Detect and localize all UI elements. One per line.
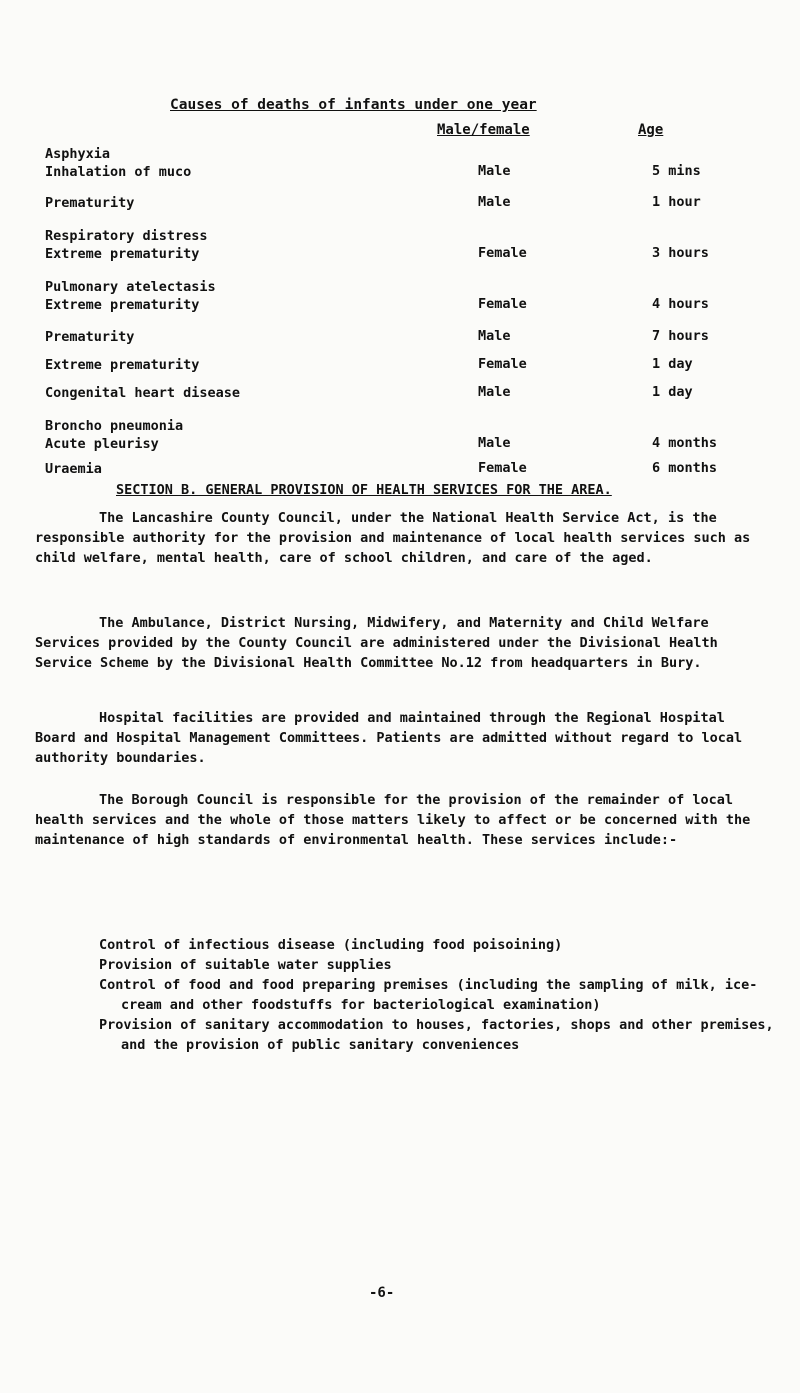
sex-cell: Male bbox=[478, 163, 511, 179]
age-cell: 3 hours bbox=[652, 245, 709, 261]
age-cell: 4 hours bbox=[652, 296, 709, 312]
list-item: Provision of sanitary accommodation to houses, factories, shops and other premises, and the provision of public sanitary conveniences bbox=[99, 1017, 774, 1053]
sex-cell: Male bbox=[478, 384, 511, 400]
cause-cell: Congenital heart disease bbox=[45, 385, 241, 401]
age-cell: 1 hour bbox=[652, 194, 701, 210]
table-title: Causes of deaths of infants under one year bbox=[170, 97, 537, 113]
column-header-age: Age bbox=[638, 122, 664, 138]
section-heading: SECTION B. GENERAL PROVISION OF HEALTH SERVICES FOR THE AREA. bbox=[116, 482, 612, 498]
age-cell: 6 months bbox=[652, 460, 718, 476]
paragraph-county-council: The Lancashire County Council, under the National Health Service Act, is the responsible authority for the provision and maintenance of local health services such as child welfare, mental health, care of school children, and care of the aged. bbox=[35, 510, 751, 566]
sex-cell: Female bbox=[478, 460, 527, 476]
sex-cell: Male bbox=[478, 194, 511, 210]
paragraph-divisional-services: The Ambulance, District Nursing, Midwifery, and Maternity and Child Welfare Services provided by the County Council are administered under the Divisional Health Service Scheme by the Divisional Health Committee No.12 from headquarters in Bury. bbox=[35, 615, 718, 671]
age-cell: 1 day bbox=[652, 356, 693, 372]
cause-cell: Pulmonary atelectasis Extreme prematurity bbox=[45, 279, 216, 313]
paragraph-borough-council: The Borough Council is responsible for the provision of the remainder of local health services and the whole of those matters likely to affect or be concerned with the maintenance of high standards of environmental health. These services include:- bbox=[35, 792, 751, 848]
sex-cell: Male bbox=[478, 328, 511, 344]
paragraph-hospital-facilities: Hospital facilities are provided and maintained through the Regional Hospital Board and Hospital Management Committees. Patients are admitted without regard to local authority boundaries. bbox=[35, 710, 743, 766]
sex-cell: Male bbox=[478, 435, 511, 451]
sex-cell: Female bbox=[478, 356, 527, 372]
cause-cell: Broncho pneumonia Acute pleurisy bbox=[45, 418, 184, 452]
cause-cell: Prematurity bbox=[45, 329, 135, 345]
age-cell: 1 day bbox=[652, 384, 693, 400]
cause-cell: Prematurity bbox=[45, 195, 135, 211]
sex-cell: Female bbox=[478, 296, 527, 312]
list-item: Control of infectious disease (including food poisoining) bbox=[99, 937, 563, 953]
cause-cell: Uraemia bbox=[45, 461, 102, 477]
list-item: Provision of suitable water supplies bbox=[99, 957, 392, 973]
cause-cell: Asphyxia Inhalation of muco bbox=[45, 146, 192, 180]
column-header-sex: Male/female bbox=[437, 122, 530, 138]
cause-cell: Respiratory distress Extreme prematurity bbox=[45, 228, 208, 262]
age-cell: 7 hours bbox=[652, 328, 709, 344]
list-item: Control of food and food preparing premises (including the sampling of milk, ice-cream and other foodstuffs for bacteriological examination) bbox=[99, 977, 758, 1013]
age-cell: 5 mins bbox=[652, 163, 701, 179]
cause-cell: Extreme prematurity bbox=[45, 357, 200, 373]
sex-cell: Female bbox=[478, 245, 527, 261]
services-list bbox=[99, 935, 779, 1055]
page-number: -6- bbox=[369, 1285, 395, 1301]
age-cell: 4 months bbox=[652, 435, 718, 451]
